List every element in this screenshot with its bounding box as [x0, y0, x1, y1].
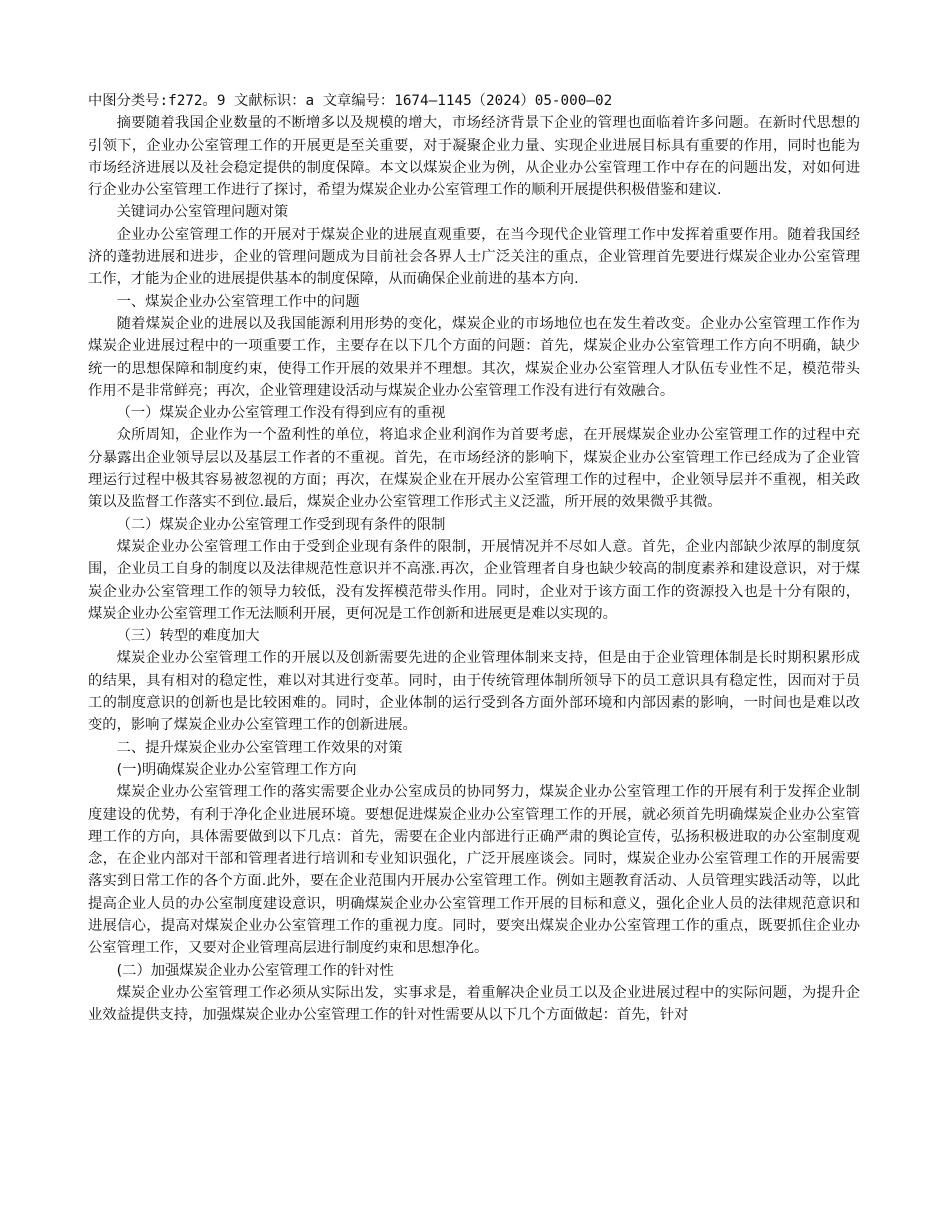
subsection-heading-3: （三）转型的难度加大	[116, 628, 260, 645]
section-1-paragraph: 随着煤炭企业的进展以及我国能源利用形势的变化，煤炭企业的市场地位也在发生着改变。企业办公室管理工作作为煤炭企业进展过程中的一项重要工作，主要存在以下几个方面的问题：首先，煤炭企业办公室管理工作方向不明确，缺少统一的思想保障和制度约束，使得工作开展的效果并不理想。其次，煤炭企业办公室管理人才队伍专业性不足，模范带头作用不是非常鲜亮；再次，企业管理建设活动与煤炭企业办公室管理工作没有进行有效融合。	[88, 315, 860, 399]
abstract-paragraph: 摘要随着我国企业数量的不断增多以及规模的增大，市场经济背景下企业的管理也面临着许多问题。在新时代思想的引领下，企业办公室管理工作的开展更是至关重要，对于凝聚企业力量、实现企业进展目标具有重要的作用，同时也能为市场经济进展以及社会稳定提供的制度保障。本文以煤炭企业为例，从企业办公室管理工作中存在的问题出发，对如何进行企业办公室管理工作进行了探讨，希望为煤炭企业办公室管理工作的顺利开展提供积极借鉴和建议.	[88, 115, 860, 199]
intro-paragraph: 企业办公室管理工作的开展对于煤炭企业的进展直观重要，在当今现代企业管理工作中发挥着重要作用。随着我国经济的蓬勃进展和进步，企业的管理问题成为目前社会各界人士广泛关注的重点，企业管理首先要进行煤炭企业办公室管理工作，才能为企业的进展提供基本的制度保障，从而确保企业前进的基本方向.	[88, 226, 860, 288]
subsection-4-paragraph: 煤炭企业办公室管理工作的落实需要企业办公室成员的协同努力，煤炭企业办公室管理工作的开展有利于发挥企业制度建设的优势，有利于净化企业进展环境。要想促进煤炭企业办公室管理工作的开展，就必须首先明确煤炭企业办公室管理工作的方向，具体需要做到以下几点：首先，需要在企业内部进行正确严肃的舆论宣传，弘扬积极进取的办公室制度观念，在企业内部对干部和管理者进行培训和专业知识强化，广泛开展座谈会。同时，煤炭企业办公室管理工作的开展需要落实到日常工作的各个方面.此外，要在企业范围内开展办公室管理工作。例如主题教育活动、人员管理实践活动等，以此提高企业人员的办公室制度建设意识，明确煤炭企业办公室管理工作开展的目标和意义，强化企业人员的法律规范意识和进展信心，提高对煤炭企业办公室管理工作的重视力度。同时，要突出煤炭企业办公室管理工作的重点，既要抓住企业办公室管理工作，又要对企业管理高层进行制度约束和思想净化。	[88, 784, 860, 957]
subsection-5-paragraph: 煤炭企业办公室管理工作必须从实际出发，实事求是，着重解决企业员工以及企业进展过程中的实际问题，为提升企业效益提供支持，加强煤炭企业办公室管理工作的针对性需要从以下几个方面做起：首先，针对	[88, 984, 860, 1024]
subsection-2-paragraph: 煤炭企业办公室管理工作由于受到企业现有条件的限制，开展情况并不尽如人意。首先，企业内部缺少浓厚的制度氛围，企业员工自身的制度以及法律规范性意识并不高涨.再次，企业管理者自身也缺少较高的制度素养和建设意识，对于煤炭企业办公室管理工作的领导力较低，没有发挥模范带头作用。同时，企业对于该方面工作的资源投入也是十分有限的，煤炭企业办公室管理工作无法顺利开展，更何况是工作创新和进展更是难以实现的。	[88, 538, 860, 622]
subsection-1-paragraph: 众所周知，企业作为一个盈利性的单位，将追求企业利润作为首要考虑，在开展煤炭企业办公室管理工作的过程中充分暴露出企业领导层以及基层工作者的不重视。首先，在市场经济的影响下，煤炭企业办公室管理工作已经成为了企业管理运行过程中极其容易被忽视的方面；再次，在煤炭企业在开展办公室管理工作的过程中，企业领导层并不重视，相关政策以及监督工作落实不到位.最后，煤炭企业办公室管理工作形式主义泛滥，所开展的效果微乎其微。	[88, 427, 860, 511]
section-heading-2: 二、提升煤炭企业办公室管理工作效果的对策	[116, 739, 403, 756]
classification-line: 中图分类号:f272。9 文献标识：a 文章编号：1674—1145（2024）05-000—02	[88, 93, 613, 109]
document-page	[88, 90, 860, 1026]
subsection-heading-2: （二）煤炭企业办公室管理工作受到现有条件的限制	[116, 516, 446, 533]
section-heading-1: 一、煤炭企业办公室管理工作中的问题	[116, 293, 360, 310]
subsection-heading-5: (二）加强煤炭企业办公室管理工作的针对性	[116, 962, 394, 979]
subsection-heading-4: (一)明确煤炭企业办公室管理工作方向	[116, 761, 357, 778]
subsection-heading-1: （一）煤炭企业办公室管理工作没有得到应有的重视	[116, 405, 446, 422]
keywords-line: 关键词办公室管理问题对策	[116, 204, 289, 221]
subsection-3-paragraph: 煤炭企业办公室管理工作的开展以及创新需要先进的企业管理体制来支持，但是由于企业管理体制是长时期积累形成的结果，具有相对的稳定性，难以对其进行变革。同时，由于传统管理体制所领导下的员工意识具有稳定性，因而对于员工的制度意识的创新也是比较困难的。同时，企业体制的运行受到各方面外部环境和内部因素的影响，一时间也是难以改变的，影响了煤炭企业办公室管理工作的创新进展。	[88, 650, 860, 734]
